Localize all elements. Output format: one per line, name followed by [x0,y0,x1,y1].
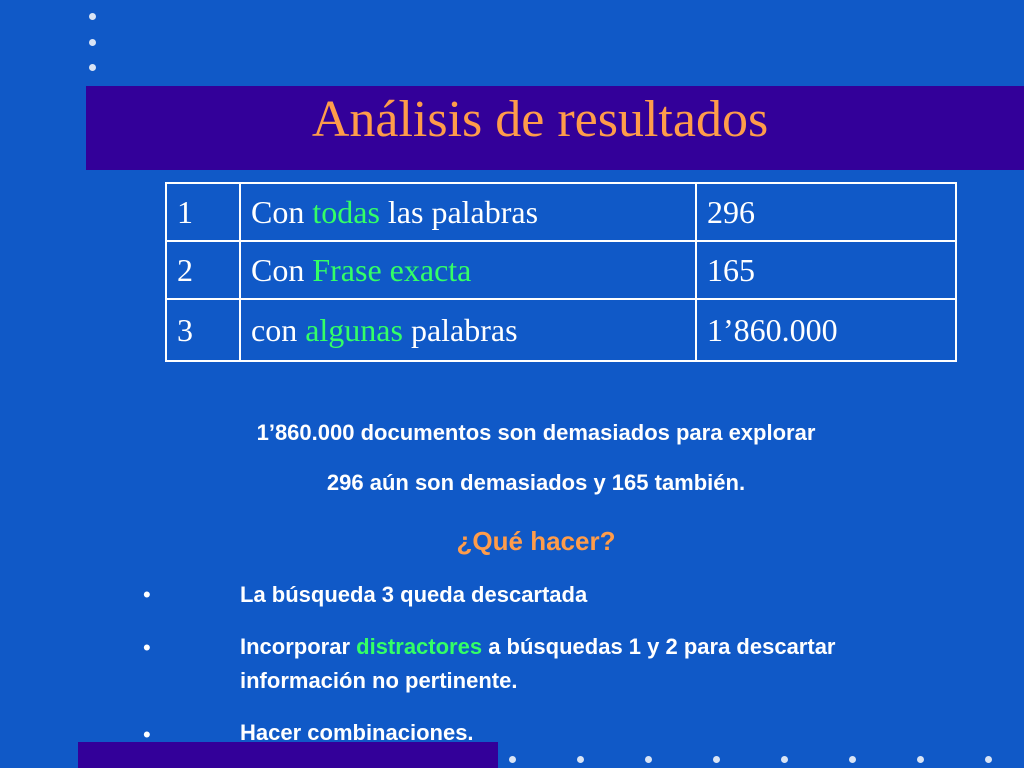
row-description [240,183,696,241]
desc-text: con [251,311,306,348]
row-count: 1’860.000 [696,299,956,361]
slide-title: Análisis de resultados [311,91,769,148]
row-description [240,241,696,299]
decorative-dot [781,756,788,763]
decorative-dot [645,756,652,763]
summary-line-1: 1’860.000 documentos son demasiados para explorar [256,420,816,445]
desc-text: las palabras [379,193,539,230]
desc-text: Con [251,251,313,288]
table-row [166,241,956,299]
desc-highlight: Frase exacta [312,251,472,288]
row-number: 2 [166,241,240,299]
bullet-text: a búsquedas 1 y 2 para descartar información no pertinente. [240,634,836,693]
results-table [165,182,957,362]
desc-highlight: algunas [305,311,403,348]
desc-text: palabras [402,311,518,348]
bullet-text: Hacer combinaciones. [240,720,474,745]
bullet-item [240,578,920,612]
decorative-dot [89,39,96,46]
bullet-text: La búsqueda 3 queda descartada [240,582,588,607]
decorative-dot [985,756,992,763]
bullet-marker: • [143,722,151,747]
row-count: 165 [696,241,956,299]
bullet-item [240,716,920,750]
summary-line-2: 296 aún son demasiados y 165 también. [326,470,746,495]
decorative-dot [713,756,720,763]
row-number: 1 [166,183,240,241]
table-row [166,299,956,361]
question-heading: ¿Qué hacer? [456,526,616,556]
row-count: 296 [696,183,956,241]
row-number: 3 [166,299,240,361]
desc-text: Con [251,193,313,230]
bullet-text: Incorporar [240,634,357,659]
bullet-item [240,630,920,698]
decorative-dot [849,756,856,763]
decorative-dot [577,756,584,763]
decorative-dot [89,13,96,20]
decorative-dot [509,756,516,763]
decorative-dot [917,756,924,763]
decorative-dot [89,64,96,71]
bullet-highlight: distractores [356,634,483,659]
table-row [166,183,956,241]
bullet-marker: • [143,582,151,607]
desc-highlight: todas [312,193,380,230]
bullet-marker: • [143,635,151,660]
row-description [240,299,696,361]
